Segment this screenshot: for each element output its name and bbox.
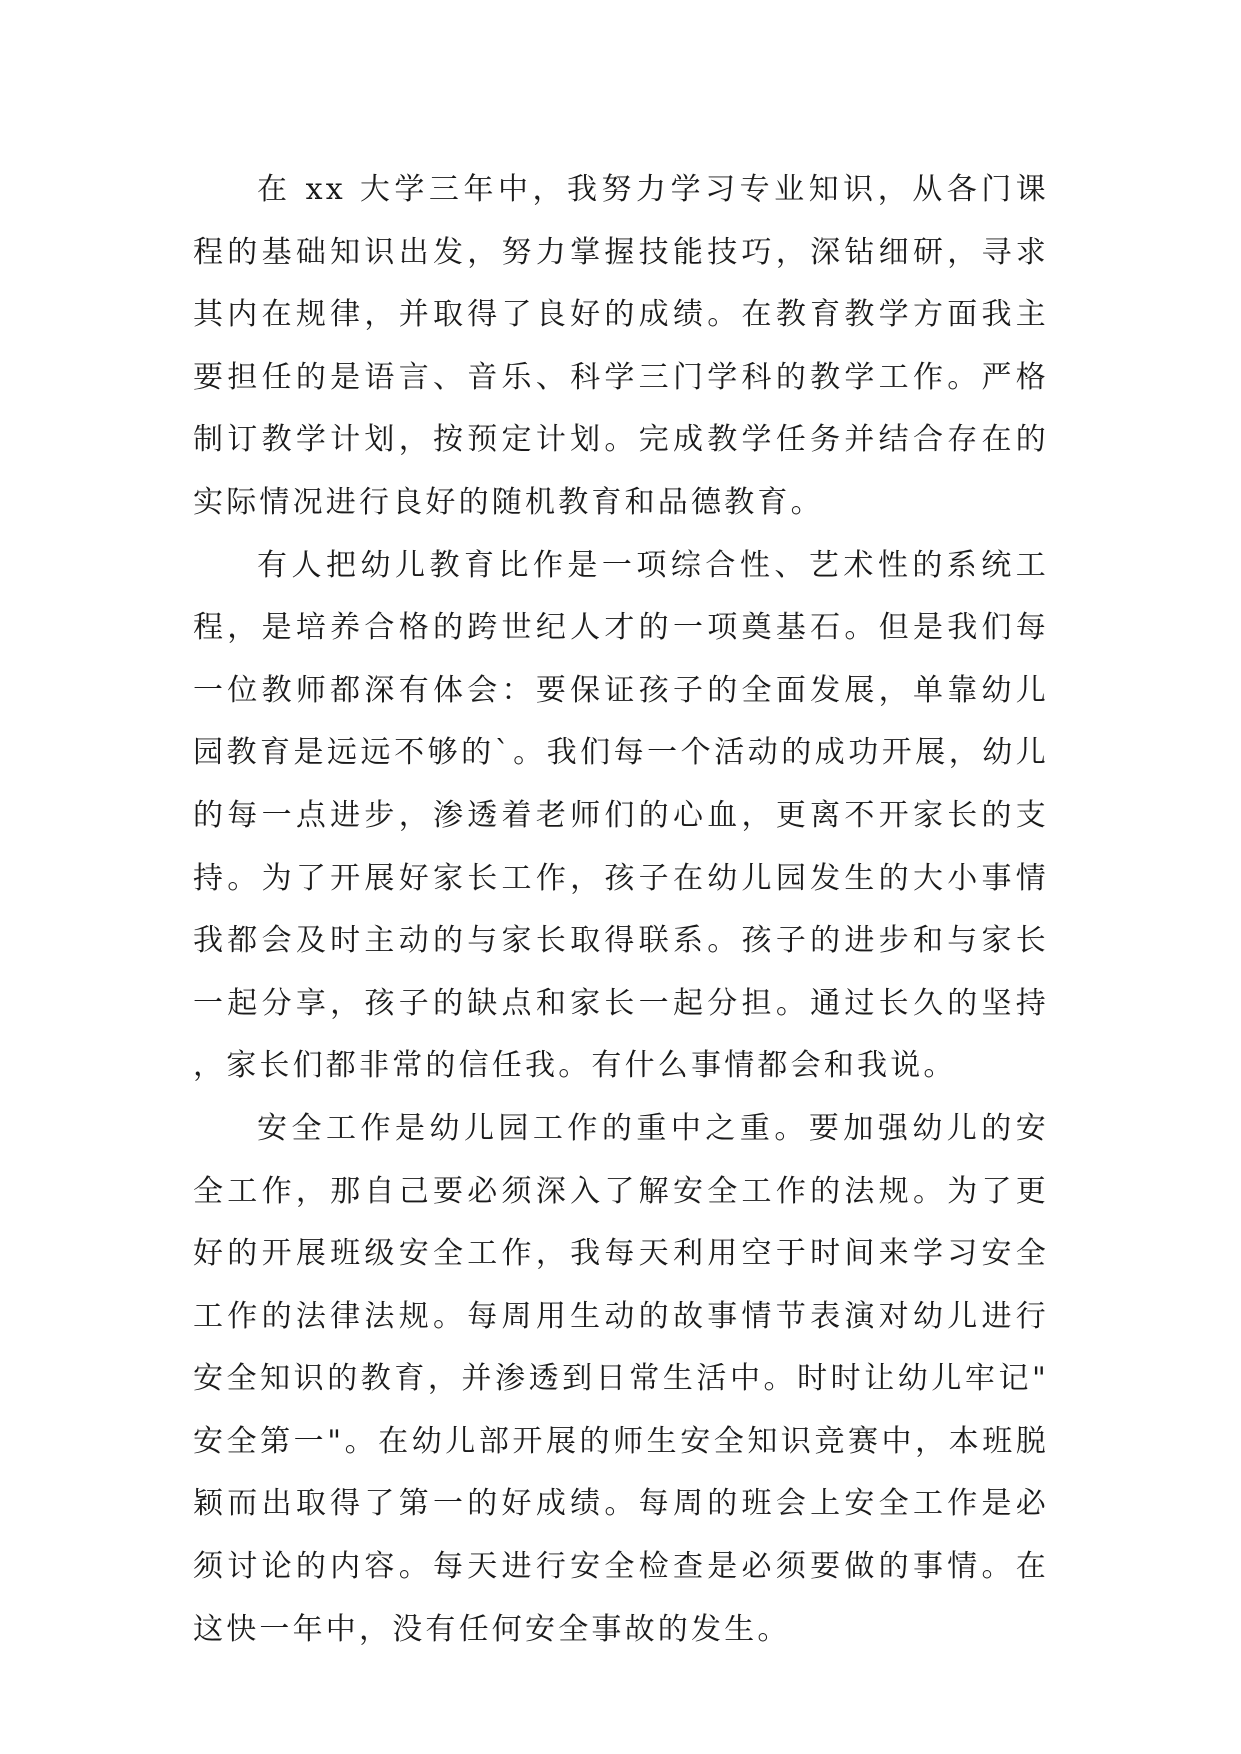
document-body [193, 159, 1049, 1661]
paragraph-parent-cooperation: 有人把幼儿教育比作是一项综合性、艺术性的系统工程，是培养合格的跨世纪人才的一项奠基石。但是我们每一位教师都深有体会：要保证孩子的全面发展，单靠幼儿园教育是远远不够的`。我们每一个活动的成功开展，幼儿的每一点进步，渗透着老师们的心血，更离不开家长的支持。为了开展好家长工作，孩子在幼儿园发生的大小事情我都会及时主动的与家长取得联系。孩子的进步和与家长一起分享，孩子的缺点和家长一起分担。通过长久的坚持，家长们都非常的信任我。有什么事情都会和我说。 [193, 547, 1049, 1084]
paragraph-safety-work: 安全工作是幼儿园工作的重中之重。要加强幼儿的安全工作，那自己要必须深入了解安全工作的法规。为了更好的开展班级安全工作，我每天利用空于时间来学习安全工作的法律法规。每周用生动的故事情节表演对幼儿进行安全知识的教育，并渗透到日常生活中。时时让幼儿牢记"安全第一"。在幼儿部开展的师生安全知识竞赛中，本班脱颖而出取得了第一的好成绩。每周的班会上安全工作是必须讨论的内容。每天进行安全检查是必须要做的事情。在这快一年中，没有任何安全事故的发生。 [193, 1110, 1049, 1647]
paragraph-study: 在 xx 大学三年中，我努力学习专业知识，从各门课程的基础知识出发，努力掌握技能技巧，深钻细研，寻求其内在规律，并取得了良好的成绩。在教育教学方面我主要担任的是语言、音乐、科学三门学科的教学工作。严格制订教学计划，按预定计划。完成教学任务并结合存在的实际情况进行良好的随机教育和品德教育。 [193, 172, 1049, 520]
